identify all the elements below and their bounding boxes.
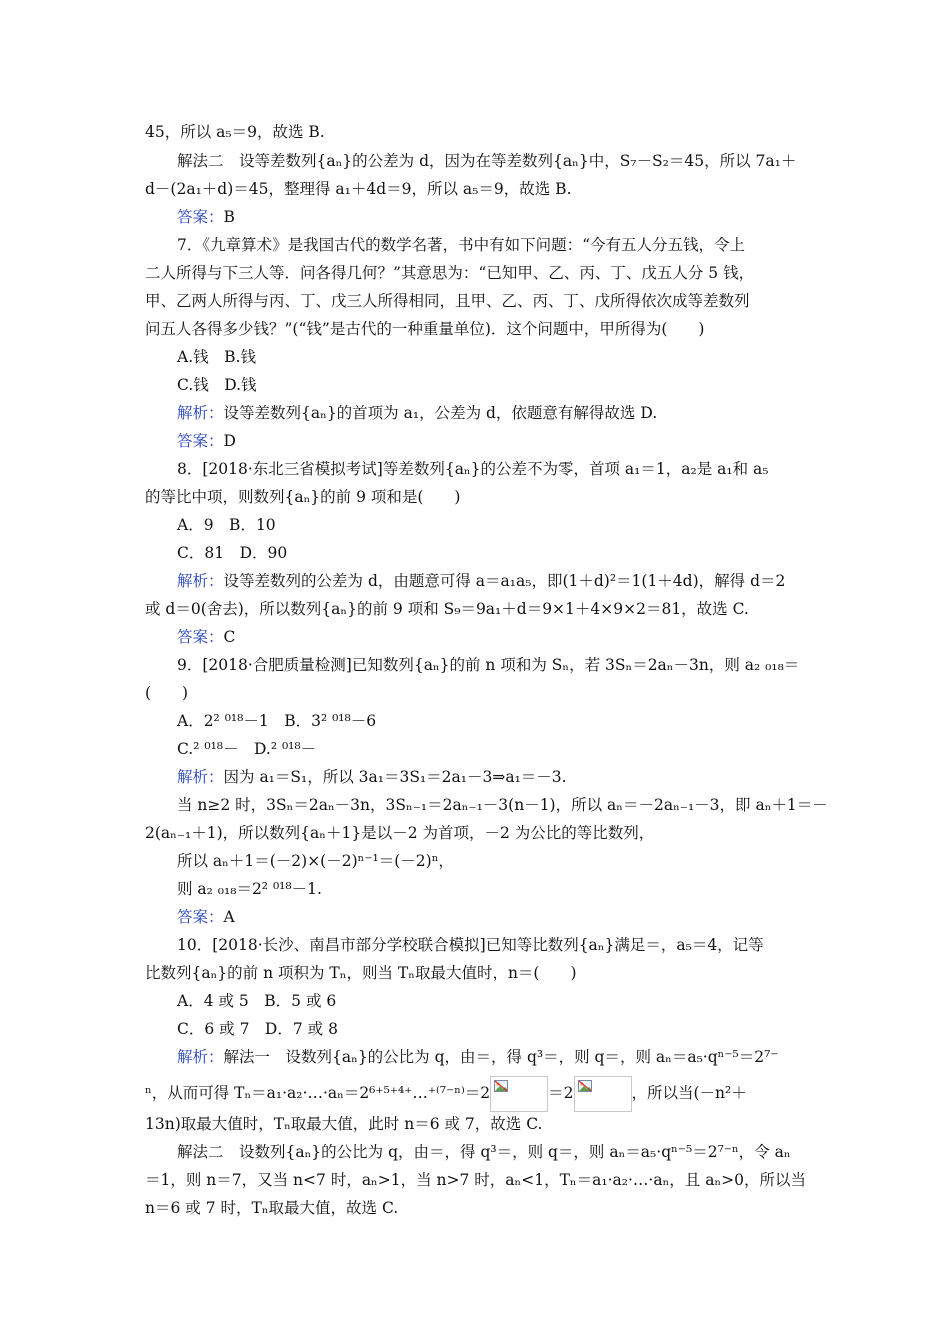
answer-value: A bbox=[223, 908, 235, 926]
text-line: 问五人各得多少钱？”(“钱”是古代的一种重量单位)．这个问题中，甲所得为( ) bbox=[145, 320, 705, 338]
answer-value: C bbox=[223, 628, 236, 646]
analysis-line bbox=[177, 767, 567, 787]
text-line: 解法二 设等差数列{aₙ}的公差为 d，因为在等差数列{aₙ}中，S₇－S₂＝45，所以 7a₁＋ bbox=[177, 152, 797, 170]
analysis-line bbox=[177, 571, 785, 591]
answer-label: 答案： bbox=[177, 208, 224, 226]
text-line: 则 a₂ ₀₁₈＝2² ⁰¹⁸－1. bbox=[177, 880, 322, 898]
text-line: 甲、乙两人所得与丙、丁、戊三人所得相同，且甲、乙、丙、丁、戊所得依次成等差数列 bbox=[145, 292, 750, 310]
text-line: 比数列{aₙ}的前 n 项积为 Tₙ，则当 Tₙ取最大值时，n＝( ) bbox=[145, 964, 577, 982]
question-8-stem: 8．[2018·东北三省模拟考试]等差数列{aₙ}的公差不为零，首项 a₁＝1，a₂是 a₁和 a₅ bbox=[177, 460, 769, 478]
text-line: 13n)取最大值时，Tₙ取最大值，此时 n＝6 或 7，故选 C. bbox=[145, 1115, 543, 1133]
answer-line bbox=[177, 207, 235, 227]
analysis-text: 设等差数列的公差为 d，由题意可得 a＝a₁a₅，即(1＋d)²＝1(1＋4d)，解得 d＝2 bbox=[223, 572, 786, 590]
formula-text: ，所以当(－n²＋ bbox=[631, 1084, 747, 1102]
formula-line bbox=[145, 1076, 747, 1112]
answer-label: 答案： bbox=[177, 908, 224, 926]
answer-line bbox=[177, 627, 235, 647]
text-line: n＝6 或 7 时，Tₙ取最大值，故选 C. bbox=[145, 1199, 399, 1217]
analysis-label: 解析： bbox=[177, 572, 224, 590]
text-line: 所以 aₙ＋1＝(－2)×(－2)ⁿ⁻¹＝(－2)ⁿ， bbox=[177, 852, 454, 870]
analysis-line bbox=[177, 1047, 778, 1067]
analysis-label: 解析： bbox=[177, 1048, 224, 1066]
text-line: 当 n≥2 时，3Sₙ＝2aₙ－3n，3Sₙ₋₁＝2aₙ₋₁－3(n－1)，所以 aₙ＝－2aₙ₋₁－3，即 aₙ＋1＝－ bbox=[177, 796, 828, 814]
text-line: 2(aₙ₋₁＋1)，所以数列{aₙ＋1}是以－2 为首项，－2 为公比的等比数列， bbox=[145, 824, 655, 842]
answer-line bbox=[177, 907, 235, 927]
text-line: 的等比中项，则数列{aₙ}的前 9 项和是( ) bbox=[145, 488, 461, 506]
text-line: 或 d＝0(舍去)，所以数列{aₙ}的前 9 项和 S₉＝9a₁＋d＝9×1＋4×9×2＝81，故选 C. bbox=[145, 600, 749, 618]
answer-value: B bbox=[223, 208, 235, 226]
formula-text: ⁿ，从而可得 Tₙ＝a₁·a₂·…·aₙ＝2⁶⁺⁵⁺⁴⁺…⁺⁽⁷⁻ⁿ⁾＝2 bbox=[145, 1084, 491, 1102]
analysis-label: 解析： bbox=[177, 404, 224, 422]
analysis-label: 解析： bbox=[177, 768, 224, 786]
option-line: A．4 或 5 B．5 或 6 bbox=[177, 992, 337, 1010]
broken-image-icon bbox=[490, 1076, 548, 1112]
option-line: C.钱 D.钱 bbox=[177, 376, 257, 394]
analysis-text: 解法一 设数列{aₙ}的公比为 q，由＝，得 q³＝，则 q＝，则 aₙ＝a₅·qⁿ⁻⁵＝2⁷⁻ bbox=[223, 1048, 779, 1066]
option-line: A．9 B．10 bbox=[177, 516, 276, 534]
text-line: 二人所得与下三人等．问各得几何？”其意思为：“已知甲、乙、丙、丁、戊五人分 5 钱， bbox=[145, 264, 755, 282]
text-line: d－(2a₁＋d)＝45，整理得 a₁＋4d＝9，所以 a₅＝9，故选 B. bbox=[145, 180, 572, 198]
analysis-text: 设等差数列{aₙ}的首项为 a₁，公差为 d，依题意有解得故选 D. bbox=[223, 404, 658, 422]
text-line: 解法二 设数列{aₙ}的公比为 q，由＝，得 q³＝，则 q＝，则 aₙ＝a₅·qⁿ⁻⁵＝2⁷⁻ⁿ，令 aₙ bbox=[177, 1143, 791, 1161]
text-line: ＝1，则 n＝7，又当 n<7 时，aₙ>1，当 n>7 时，aₙ<1，Tₙ＝a₁·a₂·…·aₙ，且 aₙ>0，所以当 bbox=[145, 1171, 806, 1189]
text-line: ( ) bbox=[145, 684, 189, 702]
formula-text: ＝2 bbox=[548, 1084, 574, 1102]
option-line: C．6 或 7 D．7 或 8 bbox=[177, 1020, 338, 1038]
answer-value: D bbox=[223, 432, 236, 450]
option-line: C．81 D．90 bbox=[177, 544, 288, 562]
option-line: A.钱 B.钱 bbox=[177, 348, 256, 366]
option-line: A．2² ⁰¹⁸－1 B．3² ⁰¹⁸－6 bbox=[177, 712, 377, 730]
answer-label: 答案： bbox=[177, 432, 224, 450]
option-line: C.² ⁰¹⁸－ D.² ⁰¹⁸－ bbox=[177, 740, 317, 758]
question-7-stem: 7．《九章算术》是我国古代的数学名著，书中有如下问题：“今有五人分五钱，令上 bbox=[177, 236, 746, 254]
question-9-stem: 9．[2018·合肥质量检测]已知数列{aₙ}的前 n 项和为 Sₙ，若 3Sₙ＝2aₙ－3n，则 a₂ ₀₁₈＝ bbox=[177, 656, 800, 674]
text-line: 45，所以 a₅＝9，故选 B. bbox=[145, 123, 325, 141]
question-10-stem: 10．[2018·长沙、南昌市部分学校联合模拟]已知等比数列{aₙ}满足＝，a₅＝4，记等 bbox=[177, 936, 764, 954]
answer-line bbox=[177, 431, 236, 451]
answer-label: 答案： bbox=[177, 628, 224, 646]
analysis-line bbox=[177, 403, 657, 423]
analysis-text: 因为 a₁＝S₁，所以 3a₁＝3S₁＝2a₁－3⇒a₁＝－3. bbox=[223, 768, 567, 786]
broken-image-icon bbox=[574, 1076, 632, 1112]
